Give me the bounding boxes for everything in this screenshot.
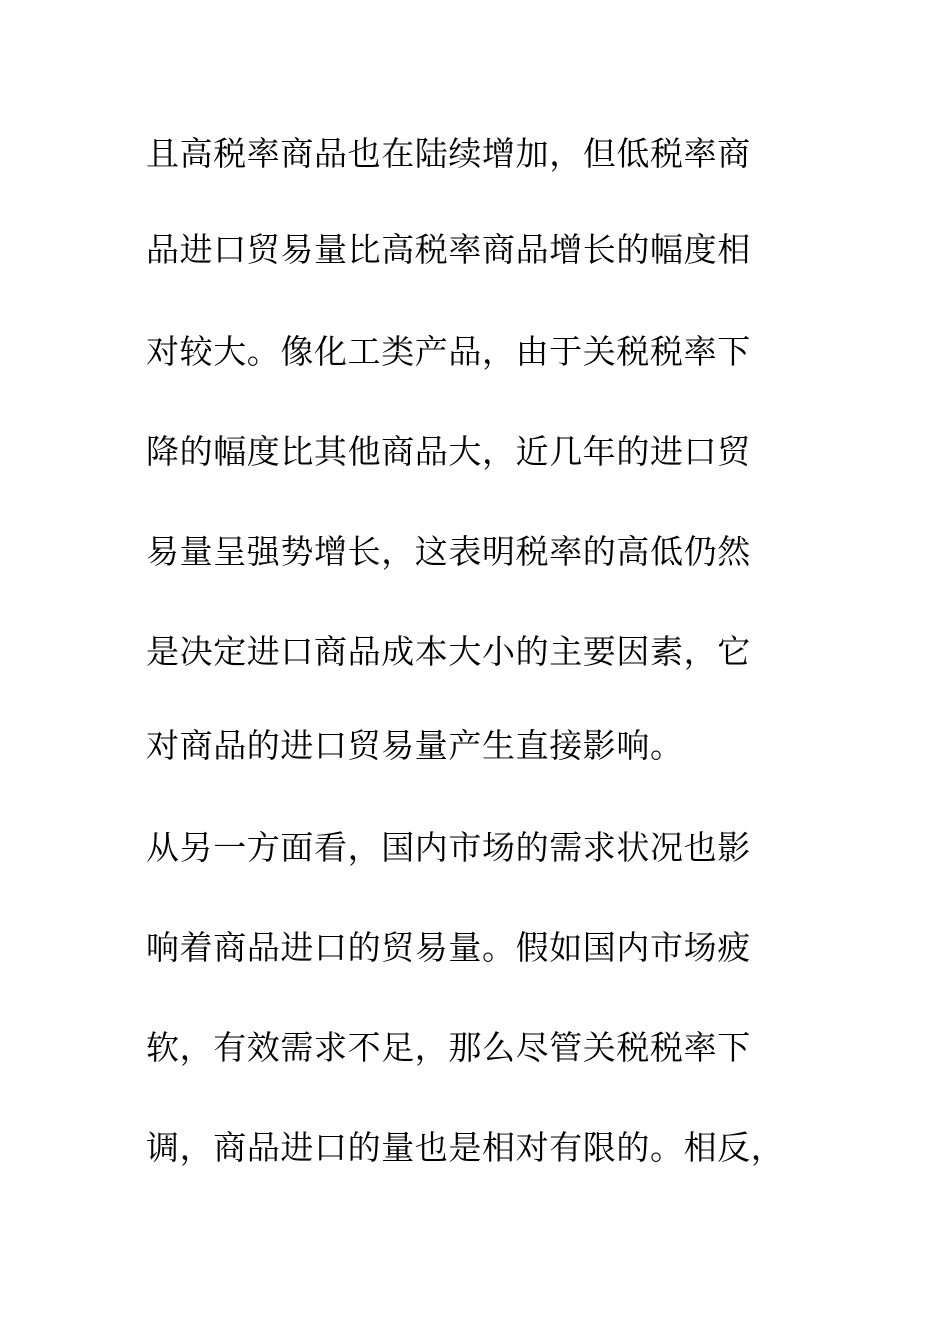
text-line-4: 降的幅度比其他商品大，近几年的进口贸 [146,432,751,471]
text-line-11: 调，商品进口的量也是相对有限的。相反， [146,1128,785,1167]
text-line-10: 软，有效需求不足，那么尽管关税税率下 [146,1028,751,1067]
text-line-6: 是决定进口商品成本大小的主要因素，它 [146,632,751,671]
text-line-7: 对商品的进口贸易量产生直接影响。 [146,726,684,765]
text-line-5: 易量呈强势增长，这表明税率的高低仍然 [146,532,751,571]
text-line-1: 且高税率商品也在陆续增加，但低税率商 [146,134,751,173]
text-line-3: 对较大。像化工类产品，由于关税税率下 [146,332,751,371]
text-line-8: 从另一方面看，国内市场的需求状况也影 [146,828,751,867]
text-line-9: 响着商品进口的贸易量。假如国内市场疲 [146,928,751,967]
text-line-2: 品进口贸易量比高税率商品增长的幅度相 [146,230,751,269]
